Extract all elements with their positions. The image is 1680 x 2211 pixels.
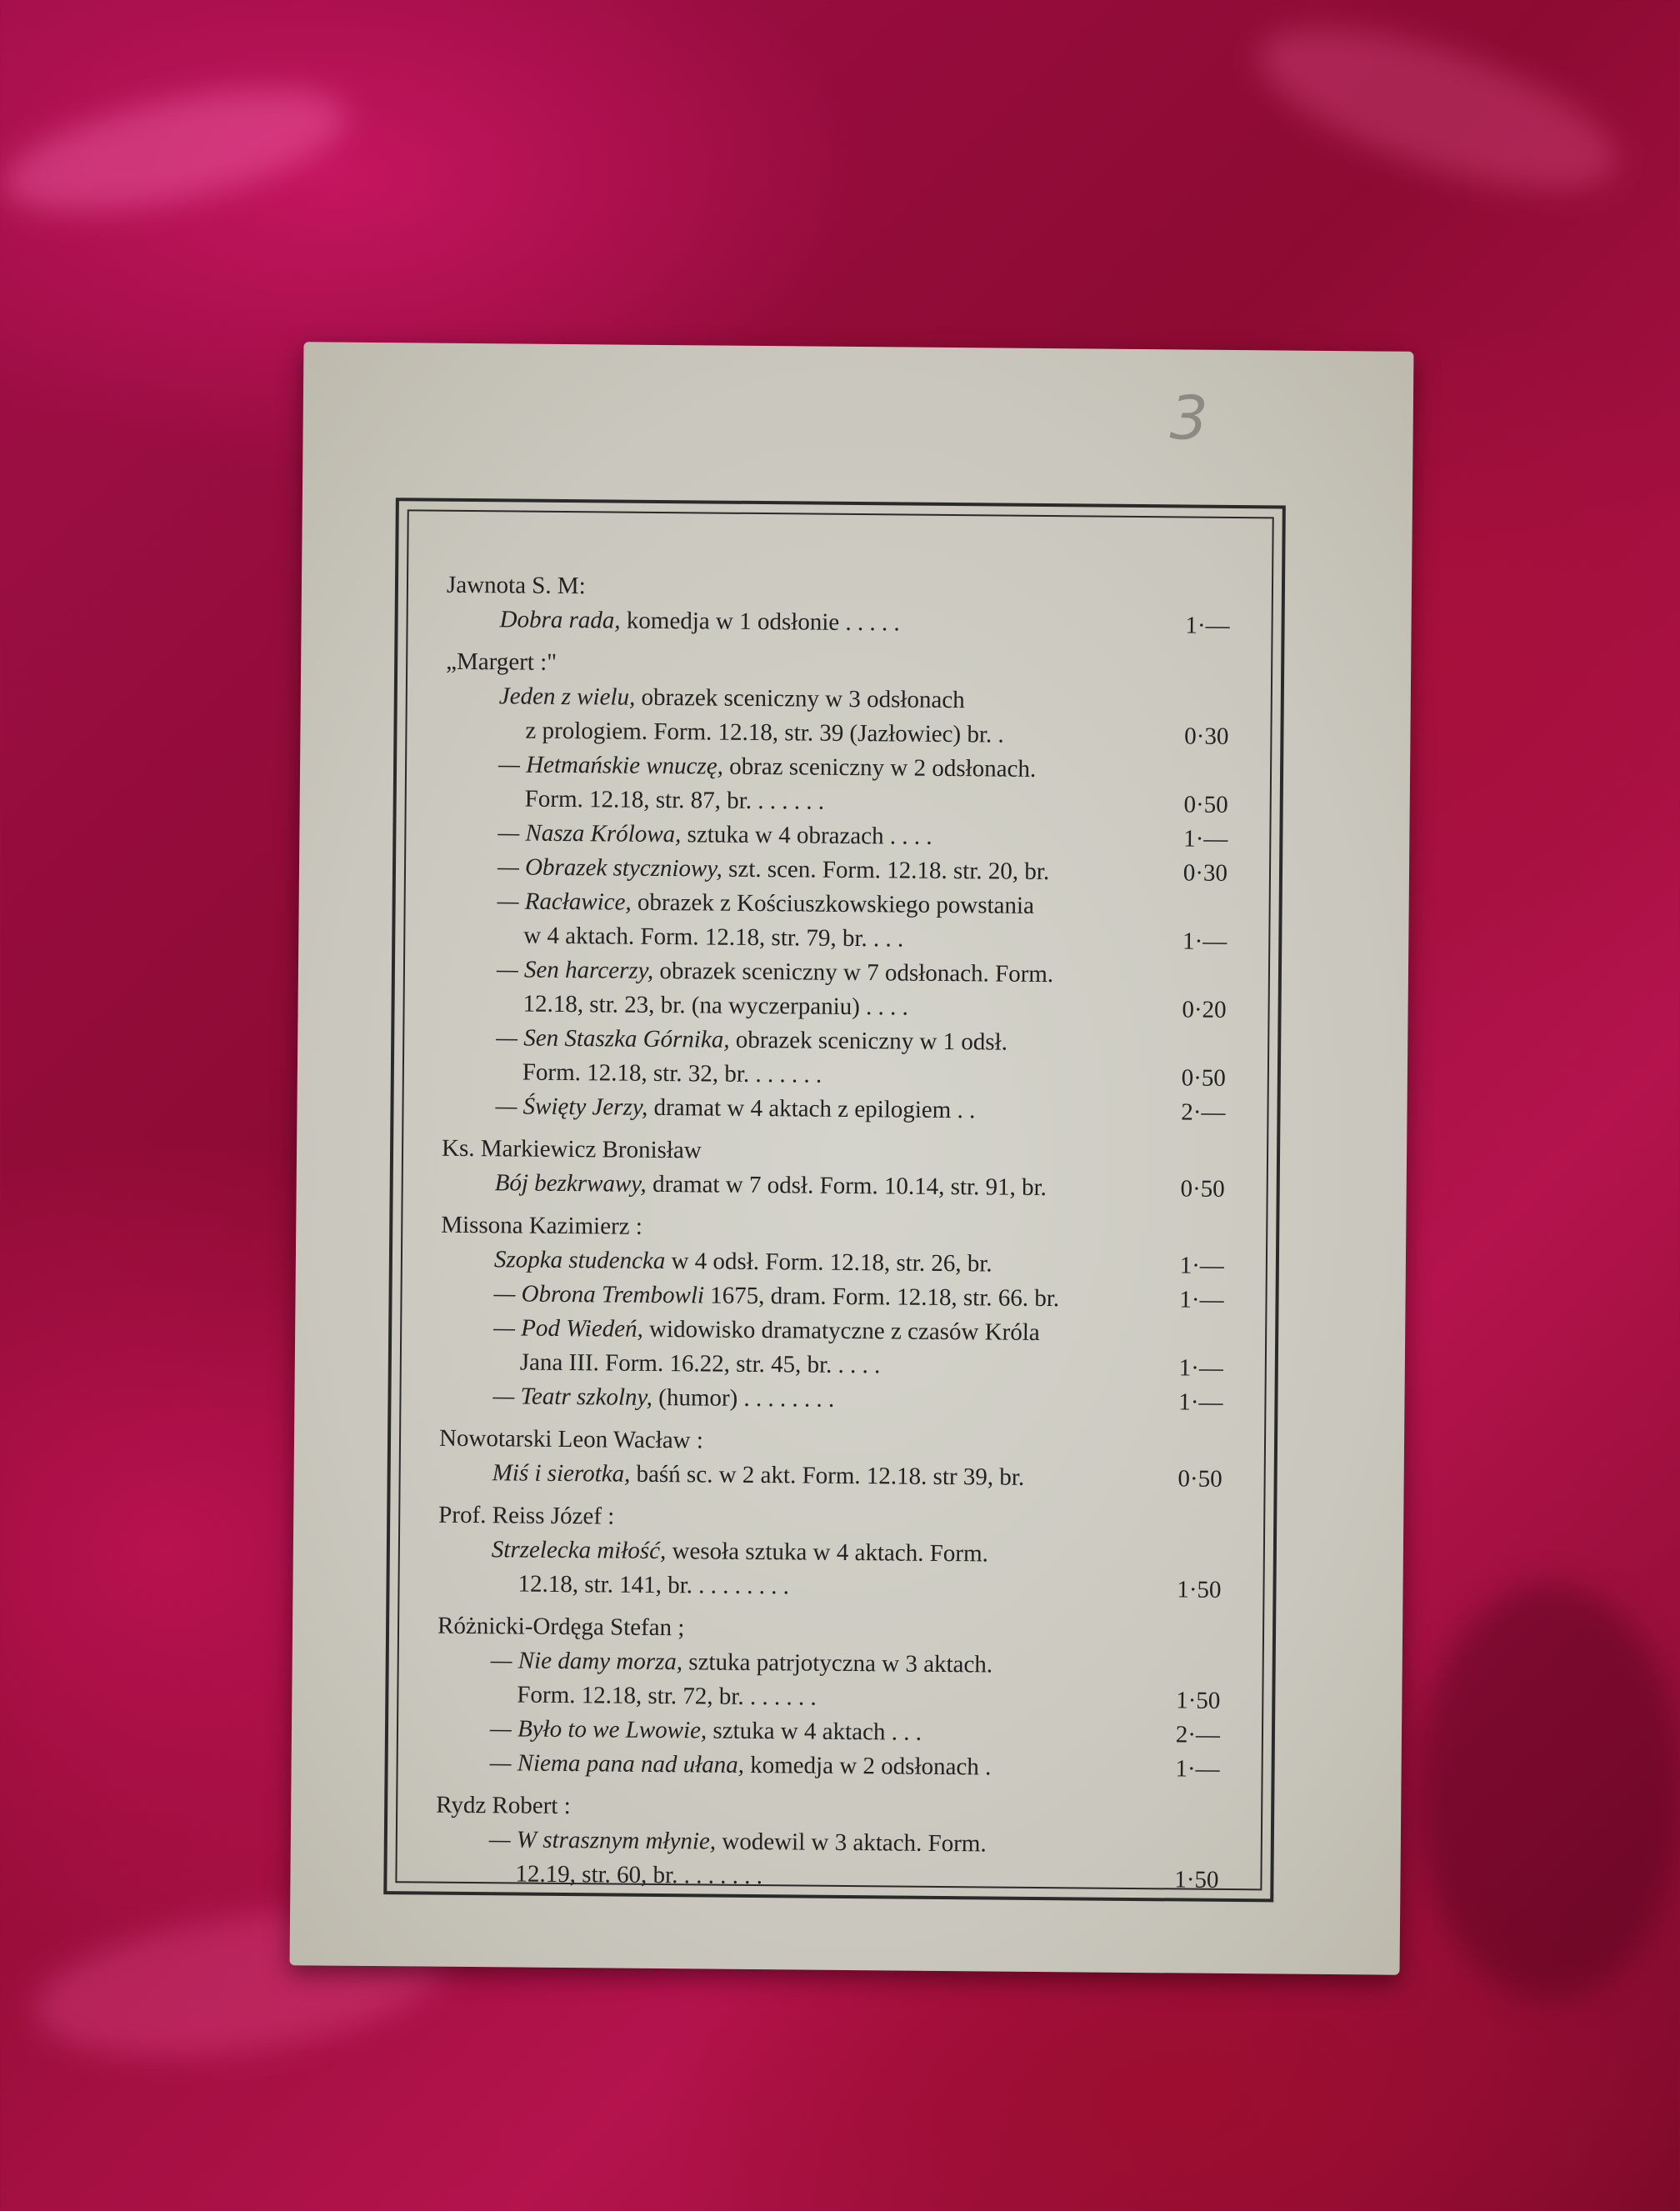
author-name: Ks. Markiewicz Bronisław [441,1134,702,1164]
author-block [439,1208,1224,1420]
entry-text [443,884,1161,959]
work-details: Form. 12.18, str. 72, br. . . . . . . [517,1681,817,1711]
catalog-entry [439,1379,1222,1420]
work-title: Bój bezkrwawy, [494,1169,647,1198]
work-title: — Pod Wiedeń, [493,1314,643,1343]
entry-text [439,1379,1156,1420]
work-description: obrazek sceniczny w 1 odsł. [729,1026,1008,1056]
price: 2·— [1175,1721,1221,1748]
double-rule-border [383,498,1286,1902]
work-title: — Święty Jerzy, [495,1093,648,1121]
work-details: 12.19, str. 60, br. . . . . . . . [515,1860,763,1890]
work-title: — Hetmańskie wnuczę, [498,751,724,780]
work-title: — Racławice, [497,888,632,916]
work-description: wesoła sztuka w 4 aktach. Form. [666,1538,988,1568]
work-description: wodewil w 3 aktach. Form. [715,1828,987,1858]
work-details: Form. 12.18, str. 87, br. . . . . . . [524,785,825,815]
author-name: Prof. Reiss Józef : [438,1501,615,1530]
price: 1·50 [1176,1687,1221,1714]
work-title: — Obrona Trembowli [493,1280,705,1309]
catalog-entry [438,1533,1222,1608]
entry-text [439,1456,1156,1497]
author-block [435,1788,1219,1898]
work-title: — Obrazek styczniowy, [497,853,723,883]
work-description: szt. scen. Form. 12.18. str. 20, br. [722,855,1050,886]
work-description: baśń sc. w 2 akt. Form. 12.18. str 39, br. [630,1460,1025,1491]
work-details: w 4 aktach. Form. 12.18, str. 79, br. . . . [523,922,904,953]
work-title: — Nie damy morza, [490,1647,683,1676]
entry-text [442,953,1160,1028]
author-block [442,1132,1226,1207]
author-block [439,1422,1223,1497]
entry-text [442,1021,1160,1096]
work-title: Dobra rada, [499,606,621,634]
author-name: Jawnota S. M: [446,571,586,600]
price: 1·— [1178,1388,1223,1416]
price: 1·— [1183,825,1228,853]
price: 1·— [1175,1755,1220,1783]
work-description: obrazek sceniczny w 3 odsłonach [635,683,965,714]
work-description: komedja w 1 odsłonie . . . . . [620,607,900,637]
entry-text [436,1746,1152,1787]
work-details: z prologiem. Form. 12.18, str. 39 (Jazłowiec) br. . [525,717,1004,748]
price: 0·50 [1181,1064,1226,1092]
price: 1·— [1178,1354,1223,1382]
author-name: „Margert :" [446,648,558,676]
work-description: dramat w 7 odsł. Form. 10.14, str. 91, br. [646,1170,1047,1202]
entry-text [437,1643,1154,1718]
author-block [442,645,1229,1130]
price: 1·— [1182,928,1228,955]
work-description: w 4 odsł. Form. 12.18, str. 26, br. [665,1248,992,1278]
work-details: 12.18, str. 23, br. (na wyczerpaniu) . . . . [522,990,909,1021]
price: 0·30 [1182,859,1228,887]
work-title: Strzelecka miłość, [491,1536,667,1565]
author-block [446,568,1230,643]
author-name: Missona Kazimierz : [441,1211,643,1240]
work-title: — Niema pana nad ułana, [489,1749,745,1778]
catalog-entry [437,1643,1221,1718]
work-details: Form. 12.18, str. 32, br. . . . . . . [522,1058,822,1088]
work-description: sztuka w 4 aktach . . . [707,1717,922,1746]
price: 0·20 [1182,996,1227,1023]
catalog-entry [445,748,1229,823]
work-title: Jeden z wielu, [498,683,636,711]
entry-text [442,1089,1158,1130]
satin-shadow [1417,1583,1680,2000]
booklet-back-cover [290,342,1414,1975]
entry-text [445,679,1162,754]
price: 0·50 [1183,791,1228,818]
satin-highlight [1241,0,1633,222]
work-title: — Teatr szkolny, [492,1383,653,1411]
work-title: — Było to we Lwowie, [489,1715,708,1744]
price: 0·50 [1180,1175,1225,1203]
catalog-entry [439,1456,1222,1497]
work-title: — Sen harcerzy, [496,956,654,984]
entry-text [438,1533,1155,1608]
work-description: dramat w 4 aktach z epilogiem . . [648,1093,976,1124]
entry-text [445,748,1162,823]
work-title: — Nasza Królowa, [498,819,682,848]
work-details: 12.18, str. 141, br. . . . . . . . . [518,1570,790,1600]
catalog-entry [443,884,1228,959]
work-description: obrazek z Kościuszkowskiego powstania [631,888,1035,919]
work-description: 1675, dram. Form. 12.18, str. 66. br. [703,1282,1060,1313]
catalog-entry [442,1089,1225,1130]
catalog-entry [445,679,1229,754]
publication-list [435,568,1230,1898]
catalog-entry [442,1166,1225,1207]
price: 1·— [1185,612,1230,639]
author-name: Nowotarski Leon Wacław : [438,1424,704,1454]
entry-text [440,1311,1158,1386]
catalog-entry [440,1311,1224,1386]
price: 1·50 [1174,1866,1219,1893]
catalog-entry [442,1021,1227,1096]
work-description: obraz sceniczny w 2 odsłonach. [722,753,1037,783]
work-description: sztuka w 4 obrazach . . . . [681,821,932,850]
author-block [436,1609,1221,1787]
work-title: Miś i sierotka, [492,1459,631,1488]
work-description: sztuka patrjotyczna w 3 aktach. [682,1648,993,1678]
entry-text [435,1823,1152,1898]
work-description: (humor) . . . . . . . . [652,1383,835,1413]
pencil-note: 3 [1169,383,1208,453]
catalog-entry [435,1823,1219,1898]
work-details: Jana III. Form. 16.22, str. 45, br. . . . . [519,1348,881,1379]
entry-text [446,603,1162,643]
price: 1·50 [1177,1576,1222,1603]
satin-highlight [0,65,357,236]
author-name: Różnicki-Ordęga Stefan ; [437,1612,685,1642]
work-title: — W strasznym młynie, [488,1826,717,1855]
work-description: obrazek sceniczny w 7 odsłonach. Form. [653,957,1054,988]
work-title: — Sen Staszka Górnika, [496,1024,730,1053]
work-description: widowisko dramatyczne z czasów Króla [642,1315,1040,1346]
price: 2·— [1181,1098,1226,1126]
price: 1·— [1179,1252,1225,1279]
price: 1·— [1179,1286,1224,1313]
author-block [438,1498,1222,1608]
catalog-entry [446,603,1229,643]
entry-text [442,1166,1158,1207]
catalog-entry [436,1746,1219,1787]
catalog-entry [442,953,1227,1028]
work-description: komedja w 2 odsłonach . [743,1751,992,1781]
author-name: Rydz Robert : [436,1791,571,1820]
price: 0·50 [1178,1465,1222,1493]
work-title: Szopka studencka [493,1246,666,1275]
price: 0·30 [1184,723,1229,750]
